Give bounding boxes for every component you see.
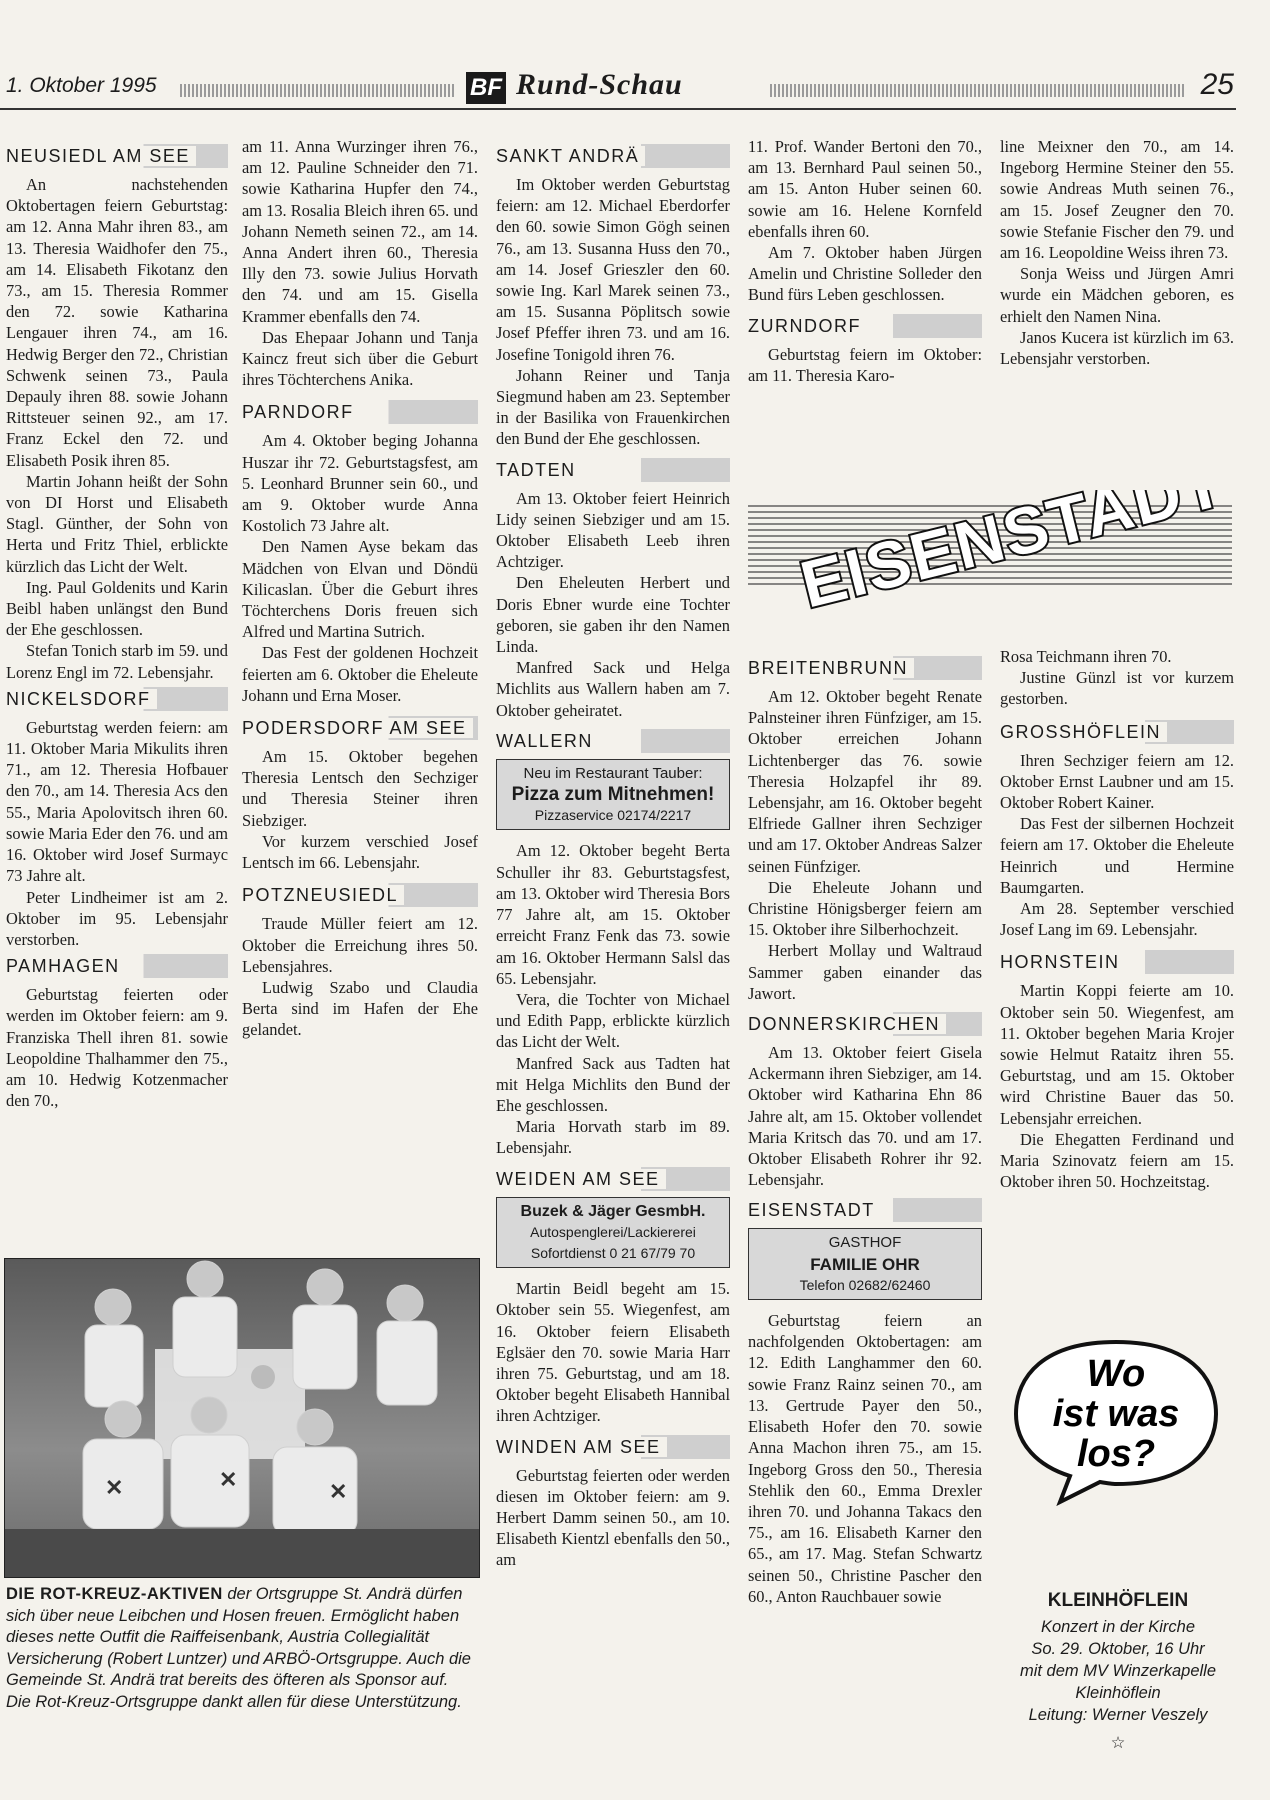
header-divider: [0, 108, 1236, 110]
banner-text: EISENSTADT: [793, 490, 1232, 622]
paragraph: An nachstehenden Oktobertagen feiern Geburtstag: am 12. Anna Mahr ihren 83., am 13. Theresia Waidhofer den 75., am 14. Elisabeth Fikotanz den 73., am 15. Theresia Rommer den 72. sowie Katharina Lengauer ihren 74., am 16. Hedwig Berger den 72., Christian Schwenk seinen 73., Paula Depauly ihren 88. sowie Johann Rittsteuer seinen 92., am 17. Franz Eckel den 72. und Elisabeth Posik ihren 85.: [6, 175, 228, 470]
paragraph: Traude Müller feiert am 12. Oktober die Erreichung ihres 50. Lebensjahres.: [242, 914, 478, 976]
heading-nickelsdorf: NICKELSDORF: [6, 687, 228, 711]
wo-ist-was-los-bubble: [1004, 1336, 1228, 1506]
heading-hornstein: HORNSTEIN: [1000, 950, 1234, 974]
ad-gasthof-ohr: GASTHOF FAMILIE OHR Telefon 02682/62460: [748, 1228, 982, 1300]
column-4-bottom: [748, 652, 982, 1607]
paragraph: Rosa Teichmann ihren 70.: [1000, 647, 1172, 666]
page-number: 25: [1200, 68, 1234, 101]
paragraph: Geburtstag werden feiern: am 11. Oktober Maria Mikulits ihren 71., am 12. Theresia Hofbauer den 70., am 14. Theresia Acs den 55., Maria Apolovitsch ihren 60. sowie Maria Eder den 76. und am 16. Oktober wird Josef Surmayc 73 Jahre alt.: [6, 717, 228, 886]
heading-potzneusiedl: POTZNEUSIEDL: [242, 883, 478, 907]
photo-illustration: [5, 1259, 479, 1577]
paragraph: 11. Prof. Wander Bertoni den 70., am 13. Bernhard Paul seinen 50., am 15. Anton Huber seinen 60. sowie am 16. Helene Kornfeld ebenfalls ihren 60.: [748, 137, 982, 241]
heading-zurndorf: ZURNDORF: [748, 314, 982, 338]
paragraph: Am 15. Oktober begehen Theresia Lentsch den Sechziger und Theresia Steiner ihren Siebziger.: [242, 747, 478, 830]
paragraph: Im Oktober werden Geburtstag feiern: am 12. Michael Eberdorfer den 60. sowie Simon Gögh seinen 76., am 13. Susanna Huss den 70., am 14. Josef Grieszler den 60. sowie Ing. Karl Marek seinen 73., am 15. Susanna Pöplitsch sowie Josef Pfeffer ihren 73. und am 16. Josefine Tonigold ihren 76.: [496, 175, 730, 364]
heading-donnerskirchen: DONNERSKIRCHEN: [748, 1012, 982, 1036]
heading-tadten: TADTEN: [496, 458, 730, 482]
eisenstadt-banner: [748, 490, 1232, 640]
paragraph: Ihren Sechziger feiern am 12. Oktober Ernst Laubner und am 15. Oktober Robert Kainer.: [1000, 750, 1234, 813]
heading-parndorf: PARNDORF: [242, 400, 478, 424]
column-3: [496, 140, 730, 1571]
notice-line: Leitung: Werner Veszely: [1028, 1706, 1208, 1724]
issue-date: 1. Oktober 1995: [6, 74, 157, 97]
paragraph: Manfred Sack und Helga Michlits aus Wallern haben am 7. Oktober geheiratet.: [496, 658, 730, 720]
caption-headline: DIE ROT-KREUZ-AKTIVEN: [6, 1585, 223, 1603]
notice-title: KLEINHÖFLEIN: [1047, 1590, 1189, 1611]
paragraph: Die Eheleute Johann und Christine Hönigsberger feiern am 15. Oktober ihre Silberhochzeit.: [748, 877, 982, 940]
paragraph: Martin Koppi feierte am 10. Oktober sein 50. Wiegenfest, am 11. Oktober begehen Maria Krojer sowie Helmut Rataitz ihren 55. Geburtstag, und am 15. Oktober wird Christine Bauer das 50. Lebensjahr erreichen.: [1000, 981, 1234, 1128]
paragraph: line Meixner den 70., am 14. Ingeborg Hermine Steiner den 55. sowie Andreas Muth seinen 76., am 15. Josef Zeugner den 70. sowie Stefanie Fischer den 79. und am 16. Leopoldine Weiss ihren 73.: [1000, 137, 1234, 263]
paragraph: Das Ehepaar Johann und Tanja Kaincz freut sich über die Geburt ihres Töchterchens Anika.: [242, 327, 478, 390]
svg-text:✕: ✕: [329, 1479, 348, 1504]
notice-line: Kleinhöflein: [1075, 1684, 1161, 1702]
svg-text:✕: ✕: [219, 1467, 238, 1492]
column-1: [6, 140, 228, 1111]
paragraph: Am 4. Oktober beging Johanna Huszar ihr 72. Geburtstagsfest, am 5. Leonhard Brunner sein 60., und am 9. Oktober wurde Anna Kostolich 73 Jahre alt.: [242, 431, 478, 536]
paragraph: Am 7. Oktober haben Jürgen Amelin und Christine Solleder den Bund fürs Leben geschlossen.: [748, 243, 982, 305]
column-2: [242, 136, 478, 1041]
paragraph: Das Fest der goldenen Hochzeit feierten am 6. Oktober die Eheleute Johann und Erna Moser.: [242, 643, 478, 705]
notice-line: Konzert in der Kirche: [1040, 1618, 1196, 1636]
heading-breitenbrunn: BREITENBRUNN: [748, 656, 982, 680]
page-header: [0, 66, 1236, 112]
paragraph: Maria Horvath starb im 89. Lebensjahr.: [496, 1117, 730, 1158]
heading-winden: WINDEN AM SEE: [496, 1435, 730, 1459]
paragraph: Johann Reiner und Tanja Siegmund haben am 23. September in der Basilika von Frauenkirchen den Bund der Ehe geschlossen.: [496, 365, 730, 449]
paragraph: Ludwig Szabo und Claudia Berta sind im Hafen der Ehe gelandet.: [242, 977, 478, 1040]
section-title: Rund-Schau: [516, 68, 683, 101]
paragraph: Sonja Weiss und Jürgen Amri wurde ein Mädchen geboren, es erhielt den Namen Nina.: [1000, 264, 1234, 326]
notice-line: mit dem MV Winzerkapelle: [1019, 1662, 1217, 1680]
paragraph: Vera, die Tochter von Michael und Edith Papp, erblickte kürzlich das Licht der Welt.: [496, 989, 730, 1052]
paragraph: Am 13. Oktober feiert Gisela Ackermann ihren Siebziger, am 14. Oktober wird Katharina Ehn 86 Jahre alt, am 15. Oktober vollendet Maria Kritsch das 70. und am 17. Oktober Elisabeth Rohrer ihr 92. Lebensjahr.: [748, 1043, 982, 1190]
column-4-top: [748, 136, 982, 386]
paragraph: Die Ehegatten Ferdinand und Maria Szinovatz feiern am 15. Oktober ihren 50. Hochzeitstag.: [1000, 1129, 1234, 1192]
paragraph: Peter Lindheimer ist am 2. Oktober im 95. Lebensjahr verstorben.: [6, 887, 228, 949]
heading-wallern: WALLERN: [496, 729, 730, 753]
paragraph: Am 12. Oktober begeht Berta Schuller ihr 83. Geburtstagsfest, am 13. Oktober wird Theresia Bors 77 Jahre alt, am 15. Oktober erreicht Franz Fenk das 73. sowie am 16. Oktober Hermann Salsl das 65. Lebensjahr.: [496, 841, 730, 988]
banner-graphic: [748, 490, 1232, 640]
heading-pamhagen: PAMHAGEN: [6, 954, 228, 978]
bubble-line-2: ist was: [1052, 1393, 1180, 1435]
red-cross-photo: [4, 1258, 480, 1578]
paragraph: Martin Beidl begeht am 15. Oktober sein 55. Wiegenfest, am 16. Oktober feiern Elisabeth Eglsäer den 70. sowie Maria Harr ihren 75. Geburtstag, und am 18. Oktober begeht Elisabeth Hannibal ihren Achtziger.: [496, 1279, 730, 1426]
bubble-line-1: Wo: [1086, 1353, 1146, 1395]
paragraph: Geburtstag feiern im Oktober: am 11. Theresia Karo-: [748, 344, 982, 385]
heading-sankt-andrae: SANKT ANDRÄ: [496, 144, 730, 168]
paragraph: Janos Kucera ist kürzlich im 63. Lebensjahr verstorben.: [1000, 327, 1234, 369]
paragraph: Am 28. September verschied Josef Lang im 69. Lebensjahr.: [1000, 899, 1234, 940]
kleinhoeflein-notice: [1004, 1590, 1232, 1754]
paragraph: Vor kurzem verschied Josef Lentsch im 66. Lebensjahr.: [242, 831, 478, 873]
bf-logo: BF: [466, 72, 506, 104]
paragraph: Das Fest der silbernen Hochzeit feiern am 17. Oktober die Eheleute Heinrich und Hermine Baumgarten.: [1000, 814, 1234, 897]
speech-bubble-icon: [1004, 1336, 1228, 1506]
svg-text:✕: ✕: [105, 1475, 124, 1500]
paragraph: Den Namen Ayse bekam das Mädchen von Elvan und Döndü Kilicaslan. Über die Geburt ihres Töchterchens Doris freuen sich Alfred und Martina Sutrich.: [242, 537, 478, 642]
paragraph: Herbert Mollay und Waltraud Sammer gaben einander das Jawort.: [748, 941, 982, 1003]
caption-text: der Ortsgruppe St. Andrä dürfen sich über neue Leibchen und Hosen freuen. Ermöglicht haben dieses nette Outfit die Raiffeisenbank, Austria Collegialität Versicherung (Robert Luntzer) und ARBÖ-Ortsgruppe. Auch die Gemeinde St. Andrä trat bereits des öfteren als Sponsor auf. Die Rot-Kreuz-Ortsgruppe dankt allen für diese Unterstützung.: [6, 1585, 471, 1711]
heading-weiden: WEIDEN AM SEE: [496, 1167, 730, 1191]
column-5-bottom: [1000, 646, 1234, 1192]
paragraph: am 11. Anna Wurzinger ihren 76., am 12. Pauline Schneider den 71. sowie Katharina Hupfer den 74., am 13. Rosalia Bleich ihren 65. und Johann Nemeth seinen 72., am 14. Anna Andert ihren 60., Theresia Illy den 73. sowie Julius Horvath den 74. und am 15. Gisella Krammer ebenfalls den 74.: [242, 137, 478, 326]
bubble-line-3: los?: [1076, 1433, 1156, 1475]
paragraph: Justine Günzl ist vor kurzem gestorben.: [1000, 668, 1234, 709]
paragraph: Am 12. Oktober begeht Renate Palnsteiner ihren Fünfziger, am 15. Oktober erreichen Johann Lichtenberger das 76. sowie Theresia Holzapfel ihr 89. Lebensjahr, am 16. Oktober begeht Elfriede Gallner ihren Sechziger und am 17. Oktober Andreas Salzer seinen Fünfziger.: [748, 687, 982, 876]
column-5-top: [1000, 136, 1234, 369]
star-icon: ☆: [1110, 1734, 1126, 1752]
ad-buzek-jaeger: Buzek & Jäger GesmbH. Autospenglerei/Lackiererei Sofortdienst 0 21 67/79 70: [496, 1197, 730, 1269]
paragraph: Martin Johann heißt der Sohn von DI Horst und Elisabeth Stagl. Günther, der Sohn von Herta und Fritz Thiel, erblickte kürzlich das Licht der Welt.: [6, 471, 228, 576]
heading-grosshoeflein: GROSSHÖFLEIN: [1000, 720, 1234, 744]
paragraph: Den Eheleuten Herbert und Doris Ebner wurde eine Tochter geboren, sie gaben ihr den Namen Linda.: [496, 573, 730, 657]
ad-restaurant-tauber: Neu im Restaurant Tauber: Pizza zum Mitnehmen! Pizzaservice 02174/2217: [496, 759, 730, 831]
paragraph: Am 13. Oktober feiert Heinrich Lidy seinen Siebziger und am 15. Oktober Elisabeth Leeb ihren Achtziger.: [496, 488, 730, 572]
header-rule-left: [180, 84, 456, 97]
heading-podersdorf: PODERSDORF AM SEE: [242, 716, 478, 740]
photo-caption: [6, 1584, 472, 1713]
notice-line: So. 29. Oktober, 16 Uhr: [1031, 1640, 1205, 1658]
paragraph: Manfred Sack aus Tadten hat mit Helga Michlits den Bund der Ehe geschlossen.: [496, 1053, 730, 1115]
paragraph: Geburtstag feierten oder werden diesen im Oktober feiern: am 9. Herbert Damm seinen 50., am 10. Elisabeth Kientzl ebenfalls den 50., am: [496, 1465, 730, 1570]
paragraph: Ing. Paul Goldenits und Karin Beibl haben unlängst den Bund der Ehe geschlossen.: [6, 577, 228, 640]
header-rule-right: [770, 84, 1184, 97]
paragraph: Geburtstag feierten oder werden im Oktober feiern: am 9. Franziska Thell ihren 81. sowie Leopoldine Thalhammer den 75., am 10. Hedwig Kotzenmacher den 70.,: [6, 985, 228, 1111]
heading-eisenstadt: EISENSTADT: [748, 1198, 982, 1222]
paragraph: Stefan Tonich starb im 59. und Lorenz Engl im 72. Lebensjahr.: [6, 641, 228, 682]
heading-neusiedl: NEUSIEDL AM SEE: [6, 144, 228, 168]
paragraph: Geburtstag feiern an nachfolgenden Oktobertagen: am 12. Edith Langhammer den 60. sowie Franz Rainz seinen 70., am 13. Gertrude Payer den 50., Elisabeth Hofer den 70. sowie Anna Machon ihren 75., am 15. Ingeborg Gross den 50., Theresia Stehlik den 60., Emma Drexler ihren 70. und Johanna Takacs den 75., am 16. Elisabeth Karner den 65., am 17. Mag. Stefan Schwartz seinen 50., Christine Pascher den 60., Anton Rauchbauer sowie: [748, 1311, 982, 1606]
